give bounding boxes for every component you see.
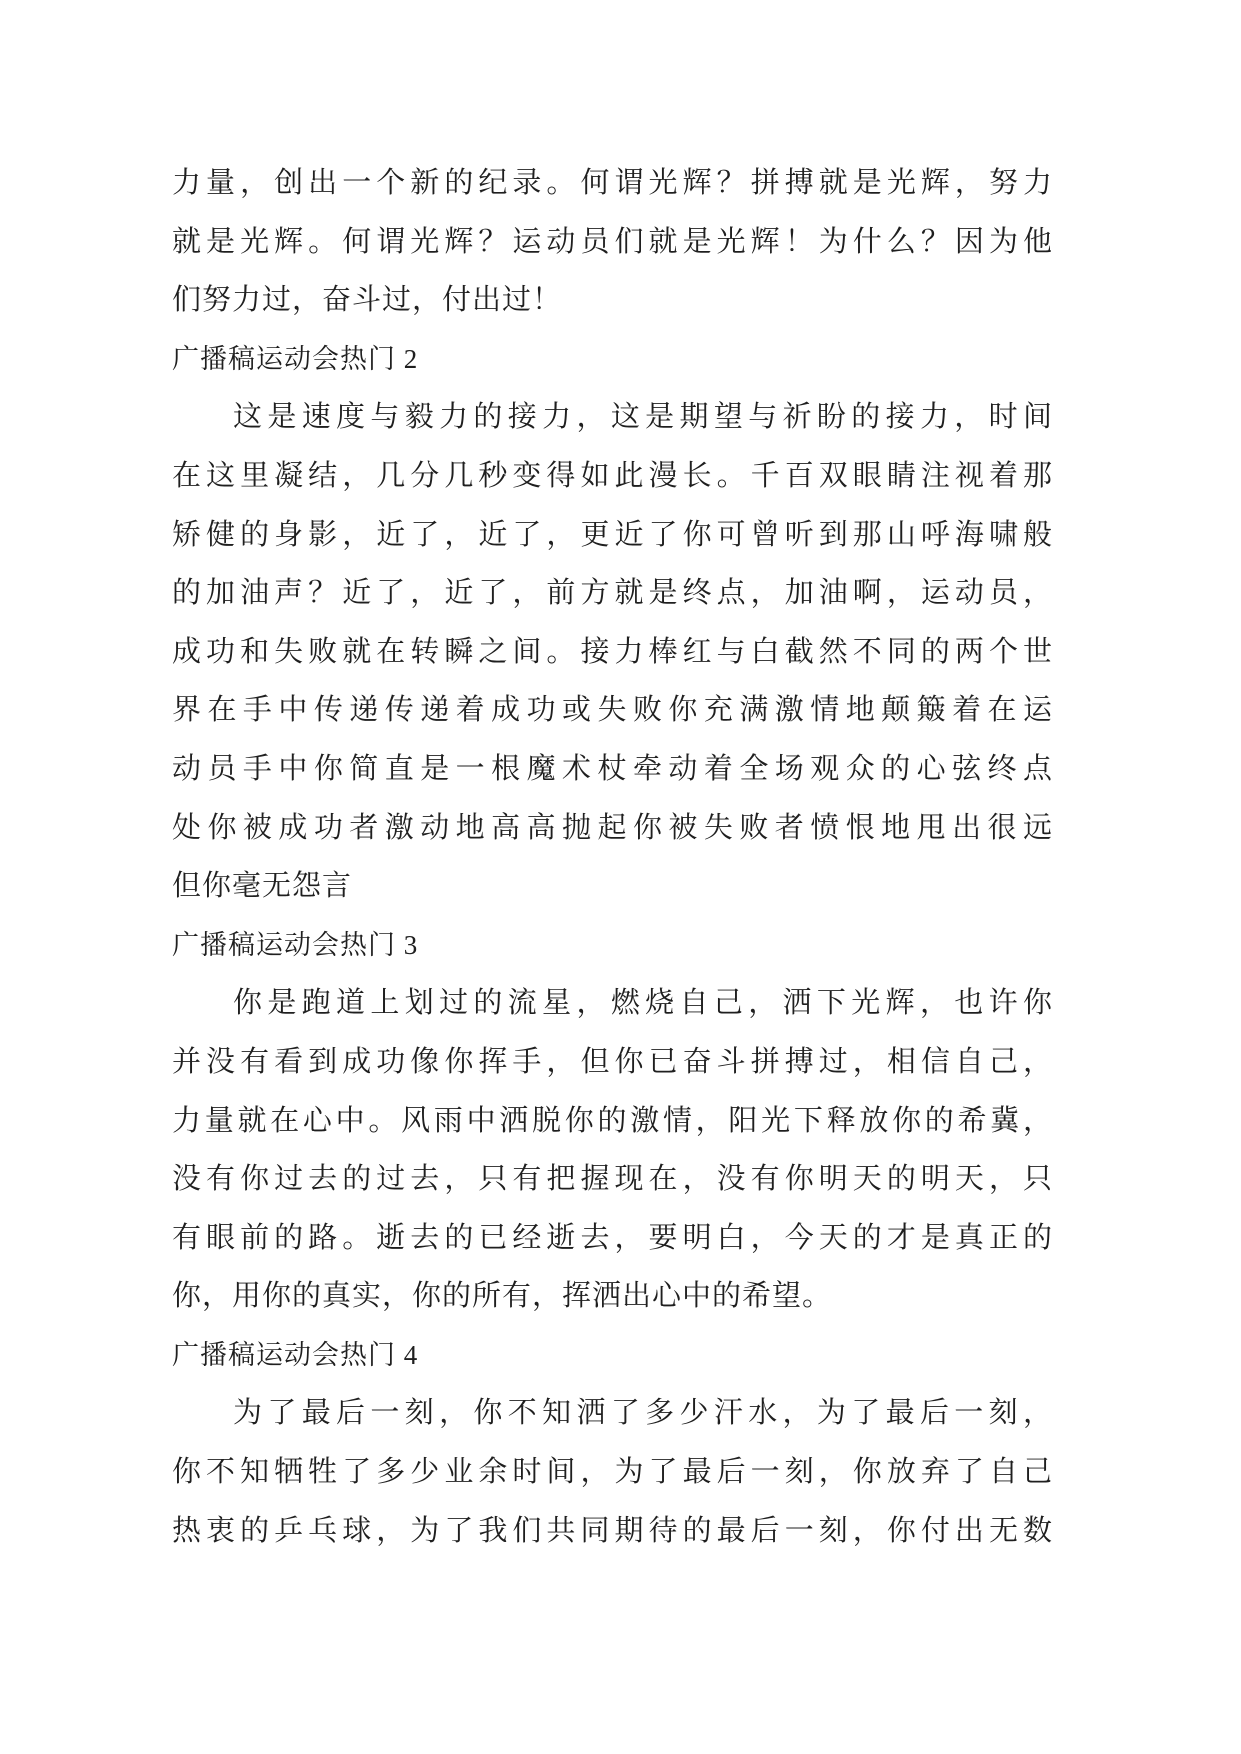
paragraph: [172, 1384, 1052, 1560]
document-body: [172, 154, 1052, 1560]
paragraph-line: 没有你过去的过去，只有把握现在，没有你明天的明天，只: [172, 1163, 1052, 1196]
paragraph: [172, 388, 1052, 915]
paragraph-line: 在这里凝结，几分几秒变得如此漫长。千百双眼睛注视着那: [172, 459, 1052, 492]
paragraph-line: 成功和失败就在转瞬之间。接力棒红与白截然不同的两个世: [172, 635, 1052, 668]
section-2: [172, 330, 1052, 916]
paragraph-line: 但你毫无怨言: [172, 870, 353, 903]
paragraph-line: 的加油声？近了，近了，前方就是终点，加油啊，运动员，: [172, 577, 1052, 610]
paragraph-line: 你，用你的真实，你的所有，挥洒出心中的希望。: [172, 1280, 833, 1313]
section-4: [172, 1326, 1052, 1560]
paragraph-line: 你是跑道上划过的流星，燃烧自己，洒下光辉，也许你: [233, 987, 1052, 1020]
section-3: [172, 916, 1052, 1326]
paragraph-line: 处你被成功者激动地高高抛起你被失败者愤恨地甩出很远: [172, 811, 1052, 844]
paragraph-line: 力量就在心中。风雨中洒脱你的激情，阳光下释放你的希冀，: [172, 1104, 1052, 1137]
paragraph-line: 们努力过，奋斗过，付出过！: [172, 284, 563, 317]
section-heading: 广播稿运动会热门 2: [172, 343, 419, 374]
paragraph-line: 并没有看到成功像你挥手，但你已奋斗拼搏过，相信自己，: [172, 1045, 1052, 1078]
section-heading: 广播稿运动会热门 4: [172, 1339, 419, 1370]
paragraph-line: 为了最后一刻，你不知洒了多少汗水，为了最后一刻，: [233, 1397, 1052, 1430]
paragraph-line: 有眼前的路。逝去的已经逝去，要明白，今天的才是真正的: [172, 1221, 1052, 1254]
paragraph-line: 就是光辉。何谓光辉？运动员们就是光辉！为什么？因为他: [172, 225, 1052, 258]
paragraph-line: 界在手中传递传递着成功或失败你充满激情地颠簸着在运: [172, 694, 1052, 727]
paragraph-continued: [172, 154, 1052, 330]
paragraph-line: 矫健的身影，近了，近了，更近了你可曾听到那山呼海啸般: [172, 518, 1052, 551]
section-heading: 广播稿运动会热门 3: [172, 929, 419, 960]
paragraph-line: 热衷的乒乓球，为了我们共同期待的最后一刻，你付出无数: [172, 1514, 1052, 1547]
paragraph-line: 这是速度与毅力的接力，这是期望与祈盼的接力，时间: [233, 401, 1052, 434]
paragraph-line: 力量，创出一个新的纪录。何谓光辉？拼搏就是光辉，努力: [172, 167, 1052, 199]
paragraph-line: 你不知牺牲了多少业余时间，为了最后一刻，你放弃了自己: [172, 1456, 1052, 1489]
paragraph: [172, 974, 1052, 1326]
paragraph-line: 动员手中你简直是一根魔术杖牵动着全场观众的心弦终点: [172, 752, 1052, 785]
